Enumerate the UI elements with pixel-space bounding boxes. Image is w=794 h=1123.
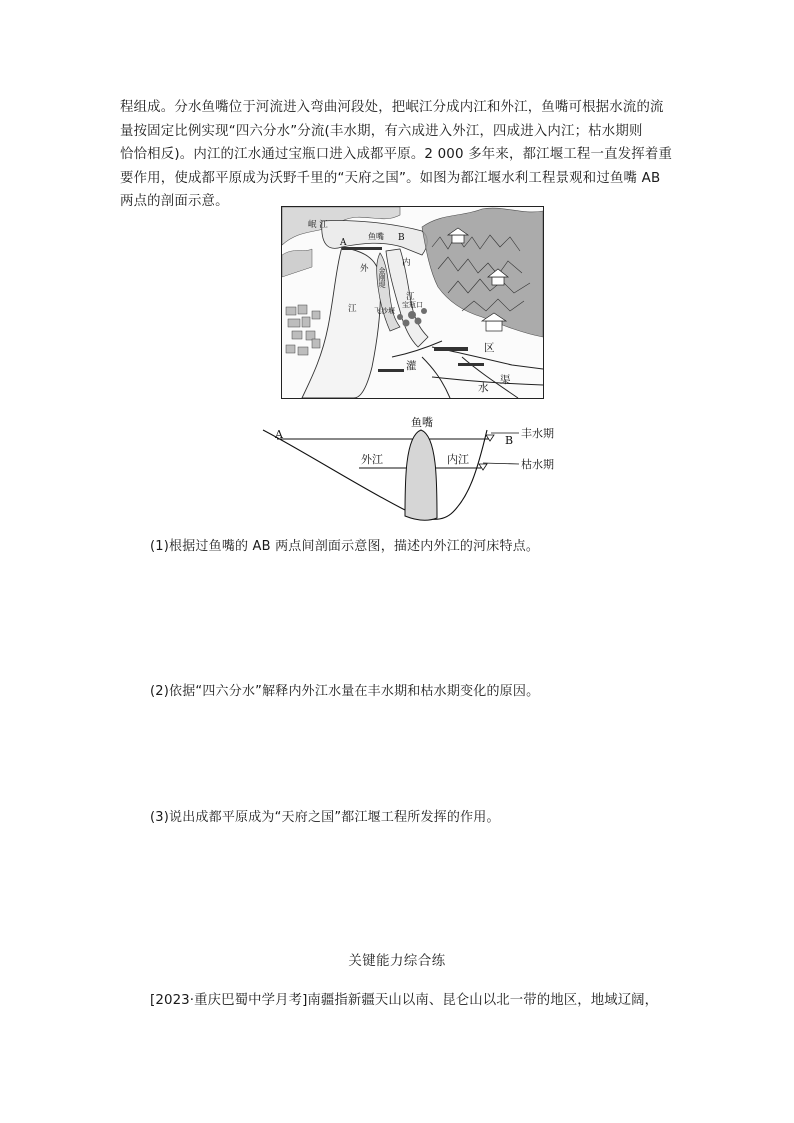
question-2: (2)依据“四六分水”解释内外江水量在丰水期和枯水期变化的原因。 <box>150 684 540 699</box>
intro-line: 恰恰相反)。内江的江水通过宝瓶口进入成都平原。2 000 多年来，都江堰工程一直发挥着重 <box>120 147 673 162</box>
water-level-marker-icon <box>479 464 487 470</box>
map-label-nei: 内 <box>402 258 411 268</box>
landscape-illustration <box>282 207 543 398</box>
dujiangyan-landscape-map <box>281 206 544 399</box>
ab-cross-section-diagram <box>255 412 555 524</box>
map-label-feishayan: 飞沙堰 <box>374 307 395 315</box>
intro-line: 程组成。分水鱼嘴位于河流进入弯曲河段处，把岷江分成内江和外江，鱼嘴可根据水流的流 <box>120 100 664 115</box>
section-label-a: A <box>275 428 283 441</box>
map-label-jiang: 江 <box>348 304 357 314</box>
map-label-wai: 外 <box>360 264 369 274</box>
section-label-waijiang: 外江 <box>361 453 383 466</box>
map-label-qu2: 渠 <box>500 374 511 386</box>
section-label-b: B <box>505 434 514 447</box>
map-label-baopingkou: 宝瓶口 <box>402 301 423 309</box>
map-label-minjiang: 岷 江 <box>308 220 328 230</box>
map-label-shui: 水 <box>478 382 489 394</box>
question-3: (3)说出成都平原成为“天府之国”都江堰工程所发挥的作用。 <box>150 810 500 825</box>
section-label-neijiang: 内江 <box>447 453 469 466</box>
section-heading: 关键能力综合练 <box>348 954 446 969</box>
yuzui-levee <box>405 430 437 520</box>
intro-line: 两点的剖面示意。 <box>120 194 229 209</box>
question-1: (1)根据过鱼嘴的 AB 两点间剖面示意图，描述内外江的河床特点。 <box>150 539 540 554</box>
riverbed-line <box>263 430 487 519</box>
map-label-qu: 区 <box>484 342 495 354</box>
water-level-marker-icon <box>486 435 494 441</box>
map-label-guan: 灌 <box>406 360 417 372</box>
cross-section-svg <box>255 412 555 524</box>
map-label-yuzui: 鱼嘴 <box>368 232 384 241</box>
intro-line: 量按固定比例实现“四六分水”分流(丰水期，有六成进入外江，四成进入内江；枯水期则 <box>120 123 643 139</box>
map-label-jingangdi: 金刚堤 <box>378 267 386 288</box>
section-label-kushuiqi: 枯水期 <box>521 458 554 471</box>
map-label-a: A <box>340 238 347 248</box>
map-label-b: B <box>398 233 405 243</box>
intro-line: 要作用，使成都平原成为沃野千里的“天府之国”。如图为都江堰水利工程景观和过鱼嘴 AB <box>120 170 661 186</box>
next-problem-text: [2023·重庆巴蜀中学月考]南疆指新疆天山以南、昆仑山以北一带的地区，地域辽阔， <box>150 993 659 1008</box>
intro-paragraph <box>120 96 676 214</box>
leader-line <box>483 463 519 464</box>
section-label-yuzui: 鱼嘴 <box>411 416 433 429</box>
section-label-fengshuiqi: 丰水期 <box>521 427 554 440</box>
map-label-jiang2: 江 <box>406 292 415 302</box>
